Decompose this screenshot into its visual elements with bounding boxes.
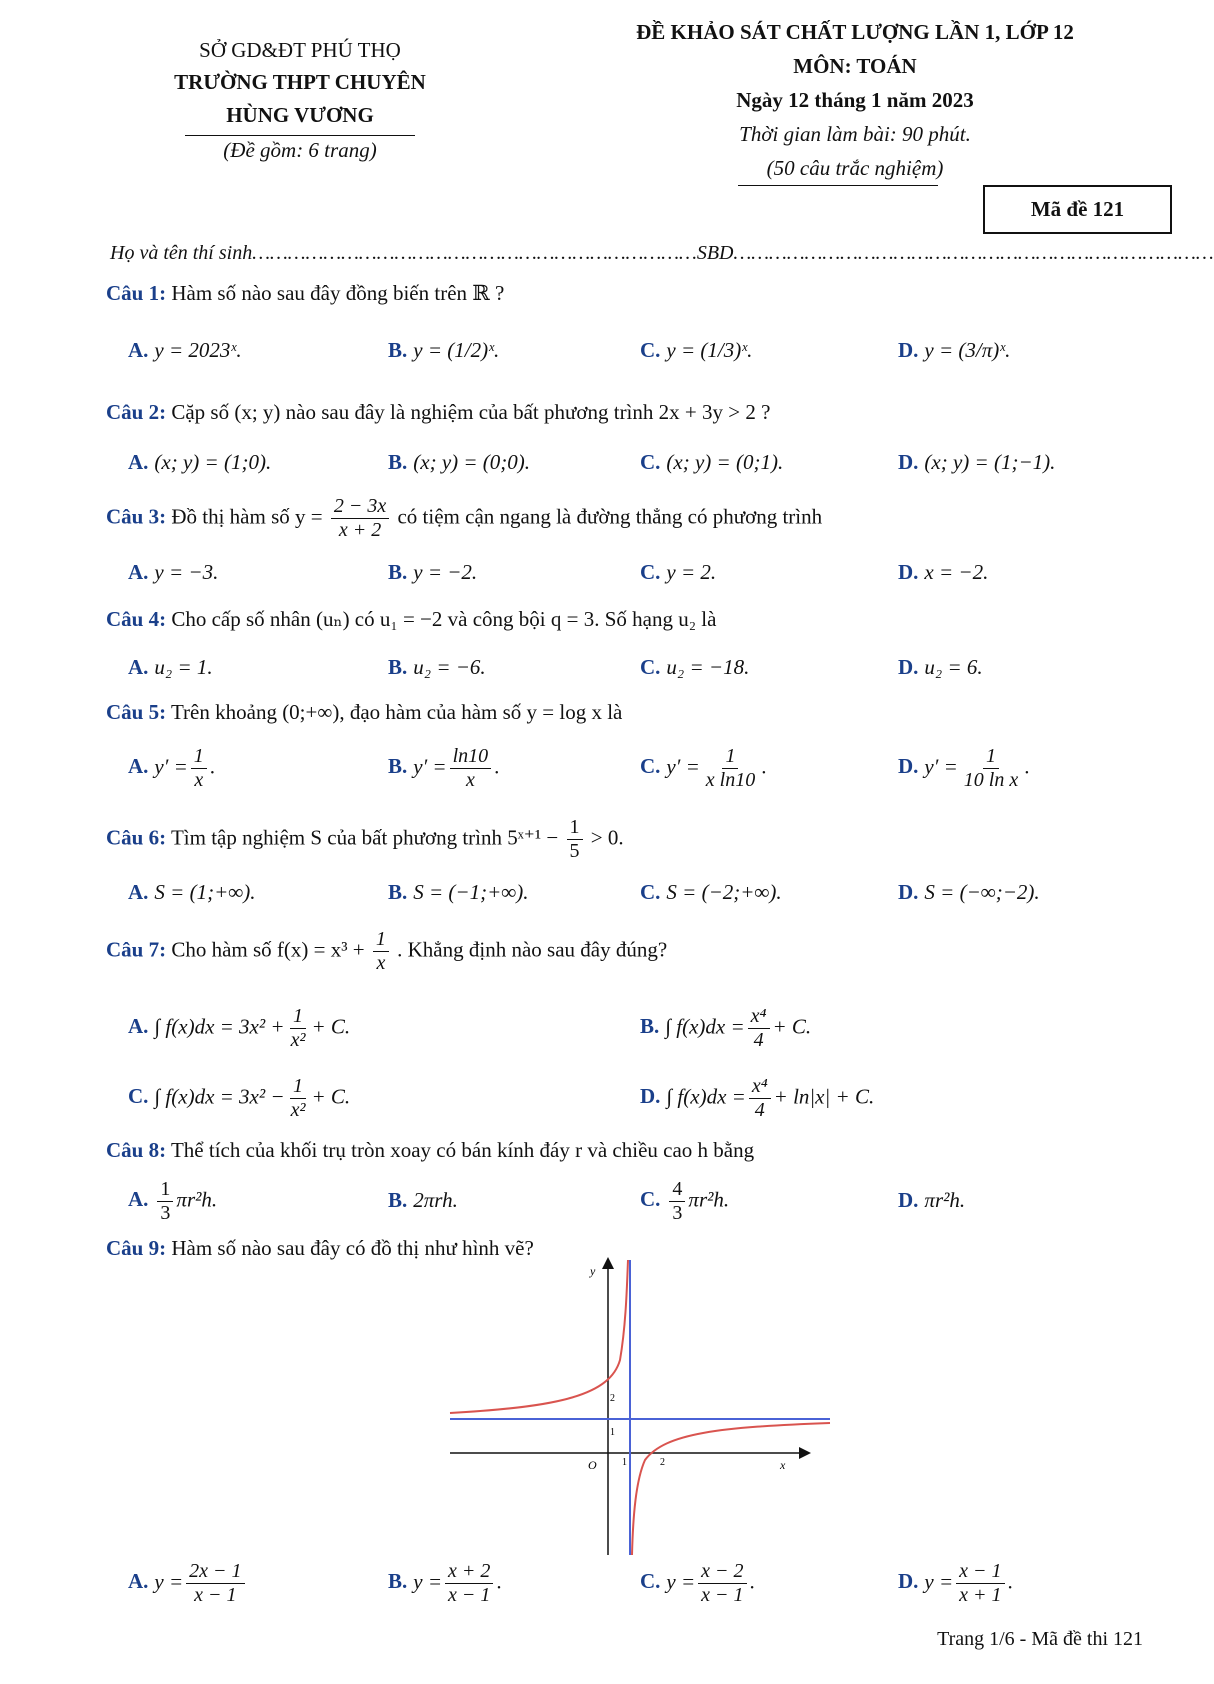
option-label: B.	[388, 1188, 408, 1212]
option-text: πr²h.	[924, 1188, 966, 1212]
option-fraction	[698, 1560, 746, 1607]
option-8a[interactable]	[128, 1178, 217, 1225]
option-8c[interactable]	[640, 1178, 729, 1225]
fraction-denominator: 3	[160, 1202, 171, 1224]
option-text: (x; y) = (0;0).	[413, 450, 531, 474]
option-label: D.	[898, 655, 919, 679]
option-label: B.	[388, 880, 408, 904]
option-label: A.	[128, 1569, 149, 1594]
function-graph	[450, 1255, 830, 1555]
fraction-denominator: x ln10	[705, 769, 756, 791]
option-label: A.	[128, 450, 149, 474]
question-text-after: . Khẳng định nào sau đây đúng?	[397, 937, 668, 962]
option-prefix: y =	[413, 1569, 443, 1594]
question-8	[106, 1138, 754, 1163]
option-2d[interactable]	[898, 450, 1055, 475]
option-fraction	[450, 745, 492, 792]
exam-code: Mã đề 121	[1030, 197, 1125, 221]
y-axis-label: y	[590, 1264, 596, 1278]
option-4a[interactable]	[128, 655, 213, 680]
option-prefix: y =	[666, 1569, 696, 1594]
question-text: Thể tích của khối trụ tròn xoay có bán kính đáy r và chiều cao h bằng	[170, 1138, 755, 1162]
option-prefix: y =	[154, 1569, 184, 1594]
option-2c[interactable]	[640, 450, 783, 475]
option-label: C.	[640, 655, 661, 679]
graph-right-branch	[632, 1423, 830, 1555]
fraction-denominator: 5	[569, 840, 580, 862]
option-1a[interactable]	[128, 338, 242, 363]
option-label: B.	[388, 754, 408, 779]
question-label: Câu 6:	[106, 825, 167, 850]
option-text: u₂ = −6.	[413, 655, 486, 679]
fraction-denominator: x²	[290, 1029, 306, 1051]
option-fraction	[288, 1075, 309, 1122]
option-text: y = (1/3)ˣ.	[666, 338, 753, 362]
fraction-numerator: 1	[290, 1005, 306, 1029]
subject: MÔN: TOÁN	[793, 54, 917, 78]
option-label: B.	[388, 655, 408, 679]
fraction-denominator: 4	[754, 1099, 765, 1121]
option-suffix: .	[1024, 754, 1030, 779]
option-suffix: + C.	[311, 1084, 351, 1109]
option-label: D.	[898, 1569, 919, 1594]
option-2a[interactable]	[128, 450, 271, 475]
option-suffix: .	[1007, 1569, 1013, 1594]
option-prefix: ∫ f(x)dx =	[665, 1014, 745, 1039]
y-tick-1: 1	[610, 1427, 615, 1438]
option-1b[interactable]	[388, 338, 499, 363]
fraction-denominator: x	[376, 952, 386, 974]
fraction-denominator: x	[194, 769, 204, 791]
page-count-note: (Đề gồm: 6 trang)	[223, 138, 377, 162]
option-text: u₂ = 1.	[154, 655, 213, 679]
fraction-numerator: 1	[373, 928, 389, 952]
fraction-denominator: x²	[290, 1099, 306, 1121]
question-label: Câu 3:	[106, 504, 167, 529]
option-fraction	[186, 1560, 244, 1607]
question-fraction	[567, 816, 583, 863]
option-1d[interactable]	[898, 338, 1010, 363]
option-prefix: y =	[924, 1569, 954, 1594]
option-7c[interactable]	[128, 1075, 350, 1122]
fraction-numerator: x + 2	[445, 1560, 493, 1584]
option-label: D.	[898, 450, 919, 474]
option-prefix: y′ =	[924, 754, 958, 779]
option-text: (x; y) = (1;0).	[154, 450, 272, 474]
question-text: Trên khoảng (0;+∞), đạo hàm của hàm số y = log x là	[170, 700, 623, 724]
fraction-denominator: x	[465, 769, 475, 791]
fraction-denominator: x + 2	[338, 519, 382, 541]
option-suffix: + C.	[772, 1014, 812, 1039]
option-label: A.	[128, 1187, 149, 1212]
fraction-numerator: x − 1	[956, 1560, 1004, 1584]
fraction-denominator: 10 ln x	[963, 769, 1019, 791]
option-text: u₂ = −18.	[666, 655, 750, 679]
exam-duration: Thời gian làm bài: 90 phút.	[739, 122, 971, 146]
fraction-denominator: x + 1	[959, 1584, 1002, 1606]
question-text-before: Tìm tập nghiệm S của bất phương trình 5ˣ⁺¹ −	[170, 825, 559, 850]
option-fraction	[445, 1560, 493, 1607]
header-underline-left	[185, 135, 415, 136]
fraction-denominator: 3	[672, 1202, 683, 1224]
option-label: A.	[128, 655, 149, 679]
question-1	[106, 281, 504, 306]
question-text-after: > 0.	[590, 825, 624, 850]
graph-left-branch	[450, 1260, 628, 1413]
question-text: Cặp số (x; y) nào sau đây là nghiệm của bất phương trình 2x + 3y > 2 ?	[171, 400, 771, 424]
option-5d[interactable]	[898, 745, 1029, 792]
sbd-dots: ………………………………………………………………………	[733, 242, 1214, 264]
option-8d[interactable]	[898, 1188, 965, 1213]
option-9a[interactable]	[128, 1560, 248, 1607]
option-label: B.	[388, 560, 408, 584]
option-8b[interactable]	[388, 1188, 458, 1213]
option-3a[interactable]	[128, 560, 218, 585]
option-label: C.	[128, 1084, 149, 1109]
option-6c[interactable]	[640, 880, 782, 905]
question-5	[106, 700, 622, 725]
option-7d[interactable]	[640, 1075, 874, 1122]
fraction-numerator: x⁴	[749, 1075, 771, 1099]
question-3	[106, 495, 822, 542]
option-text: y = 2023ˣ.	[154, 338, 242, 362]
fraction-numerator: 1	[290, 1075, 306, 1099]
option-text: y = 2.	[666, 560, 717, 584]
option-text: y = −2.	[413, 560, 478, 584]
question-label: Câu 5:	[106, 700, 167, 724]
option-text: y = −3.	[154, 560, 219, 584]
question-label: Câu 8:	[106, 1138, 167, 1162]
option-suffix: πr²h.	[176, 1187, 218, 1212]
option-4c[interactable]	[640, 655, 749, 680]
question-label: Câu 1:	[106, 281, 167, 305]
option-text: S = (−2;+∞).	[666, 880, 782, 904]
page-footer: Trang 1/6 - Mã đề thi 121	[937, 1628, 1143, 1650]
option-suffix: πr²h.	[688, 1187, 730, 1212]
fraction-numerator: 2 − 3x	[331, 495, 389, 519]
fraction-numerator: ln10	[450, 745, 492, 769]
option-label: D.	[898, 880, 919, 904]
fraction-denominator: x − 1	[194, 1584, 237, 1606]
fraction-numerator: 1	[191, 745, 207, 769]
question-text-before: Cho hàm số f(x) = x³ +	[171, 937, 365, 962]
option-fraction	[157, 1178, 173, 1225]
question-label: Câu 9:	[106, 1236, 167, 1260]
department-name: SỞ GD&ĐT PHÚ THỌ	[199, 38, 401, 62]
option-6a[interactable]	[128, 880, 255, 905]
option-4d[interactable]	[898, 655, 983, 680]
name-label: Họ và tên thí sinh	[110, 242, 253, 264]
option-label: B.	[640, 1014, 660, 1039]
option-label: C.	[640, 560, 661, 584]
option-fraction	[956, 1560, 1004, 1607]
option-text: S = (−1;+∞).	[413, 880, 529, 904]
student-info-line	[110, 242, 1214, 265]
school-name-line1: TRƯỜNG THPT CHUYÊN	[174, 70, 426, 94]
option-6d[interactable]	[898, 880, 1040, 905]
question-fraction	[331, 495, 389, 542]
question-label: Câu 2:	[106, 400, 167, 424]
option-label: A.	[128, 880, 149, 904]
fraction-numerator: 4	[669, 1178, 685, 1202]
option-label: B.	[388, 1569, 408, 1594]
option-label: A.	[128, 754, 149, 779]
option-9c[interactable]	[640, 1560, 755, 1607]
option-3d[interactable]	[898, 560, 988, 585]
option-label: C.	[640, 338, 661, 362]
exam-date: Ngày 12 tháng 1 năm 2023	[736, 88, 974, 112]
question-text: Hàm số nào sau đây đồng biến trên ℝ ?	[171, 281, 505, 305]
option-4b[interactable]	[388, 655, 486, 680]
option-label: A.	[128, 338, 149, 362]
option-prefix: y′ =	[666, 754, 700, 779]
option-label: B.	[388, 450, 408, 474]
option-label: B.	[388, 338, 408, 362]
option-suffix: .	[209, 754, 216, 779]
option-text: y = (3/π)ˣ.	[924, 338, 1011, 362]
option-fraction	[748, 1005, 770, 1052]
option-label: D.	[640, 1084, 661, 1109]
option-suffix: .	[761, 754, 767, 779]
question-2	[106, 400, 770, 425]
option-label: D.	[898, 754, 919, 779]
question-label: Câu 7:	[106, 937, 167, 962]
option-label: D.	[898, 338, 919, 362]
header-underline-right	[738, 185, 938, 186]
question-4	[106, 607, 716, 632]
question-6	[106, 816, 624, 863]
question-fraction	[373, 928, 389, 975]
option-fraction	[961, 745, 1021, 792]
fraction-numerator: 1	[157, 1178, 173, 1202]
option-label: D.	[898, 560, 919, 584]
option-5b[interactable]	[388, 745, 499, 792]
y-tick-2: 2	[610, 1393, 615, 1404]
option-label: C.	[640, 450, 661, 474]
option-6b[interactable]	[388, 880, 528, 905]
question-label: Câu 4:	[106, 607, 167, 631]
fraction-denominator: 4	[753, 1029, 764, 1051]
fraction-denominator: x − 1	[448, 1584, 491, 1606]
option-text: 2πrh.	[413, 1188, 458, 1212]
question-text: Hàm số nào sau đây có đồ thị như hình vẽ?	[171, 1236, 534, 1260]
option-fraction	[191, 745, 207, 792]
fraction-denominator: x − 1	[701, 1584, 744, 1606]
option-9b[interactable]	[388, 1560, 502, 1607]
option-1c[interactable]	[640, 338, 752, 363]
option-text: (x; y) = (0;1).	[666, 450, 784, 474]
option-suffix: + C.	[311, 1014, 351, 1039]
option-text: y = (1/2)ˣ.	[413, 338, 500, 362]
option-fraction	[669, 1178, 685, 1225]
option-label: C.	[640, 754, 661, 779]
option-2b[interactable]	[388, 450, 530, 475]
option-7b[interactable]	[640, 1005, 811, 1052]
option-fraction	[703, 745, 758, 792]
fraction-numerator: 1	[722, 745, 738, 769]
name-dots: …………………………………………………………………	[252, 242, 697, 264]
sbd-label: SBD	[696, 242, 734, 264]
option-3b[interactable]	[388, 560, 477, 585]
option-5c[interactable]	[640, 745, 766, 792]
option-label: C.	[640, 1569, 661, 1594]
option-suffix: .	[494, 754, 500, 779]
question-count: (50 câu trắc nghiệm)	[766, 156, 944, 180]
exam-code-box	[983, 185, 1172, 234]
option-prefix: ∫ f(x)dx = 3x² +	[154, 1014, 285, 1039]
exam-title: ĐỀ KHẢO SÁT CHẤT LƯỢNG LẦN 1, LỚP 12	[636, 20, 1074, 44]
option-fraction	[749, 1075, 771, 1122]
question-7	[106, 928, 667, 975]
option-label: A.	[128, 1014, 149, 1039]
option-prefix: y′ =	[154, 754, 188, 779]
option-9d[interactable]	[898, 1560, 1013, 1607]
option-5a[interactable]	[128, 745, 215, 792]
option-prefix: y′ =	[413, 754, 447, 779]
fraction-numerator: x⁴	[748, 1005, 770, 1029]
option-label: A.	[128, 560, 149, 584]
option-prefix: ∫ f(x)dx =	[666, 1084, 746, 1109]
option-fraction	[288, 1005, 309, 1052]
fraction-numerator: 2x − 1	[186, 1560, 244, 1584]
question-text-before: Đồ thị hàm số y =	[171, 504, 323, 529]
option-text: (x; y) = (1;−1).	[924, 450, 1056, 474]
question-text: Cho cấp số nhân (uₙ) có u₁ = −2 và công bội q = 3. Số hạng u₂ là	[171, 607, 717, 631]
fraction-numerator: 1	[983, 745, 999, 769]
origin-label: O	[588, 1458, 597, 1472]
x-axis-label: x	[780, 1458, 786, 1472]
option-3c[interactable]	[640, 560, 716, 585]
x-tick-1: 1	[622, 1457, 627, 1468]
option-7a[interactable]	[128, 1005, 350, 1052]
option-suffix: + ln|x| + C.	[773, 1084, 875, 1109]
option-suffix: .	[749, 1569, 755, 1594]
question-text-after: có tiệm cận ngang là đường thẳng có phương trình	[397, 504, 823, 529]
fraction-numerator: x − 2	[698, 1560, 746, 1584]
x-tick-2: 2	[660, 1457, 665, 1468]
option-prefix: ∫ f(x)dx = 3x² −	[154, 1084, 285, 1109]
option-label: C.	[640, 1187, 661, 1212]
school-name-line2: HÙNG VƯƠNG	[226, 103, 374, 127]
option-suffix: .	[496, 1569, 502, 1594]
option-text: S = (−∞;−2).	[924, 880, 1040, 904]
fraction-numerator: 1	[567, 816, 583, 840]
option-label: D.	[898, 1188, 919, 1212]
option-text: S = (1;+∞).	[154, 880, 256, 904]
option-text: x = −2.	[924, 560, 989, 584]
option-text: u₂ = 6.	[924, 655, 983, 679]
option-label: C.	[640, 880, 661, 904]
